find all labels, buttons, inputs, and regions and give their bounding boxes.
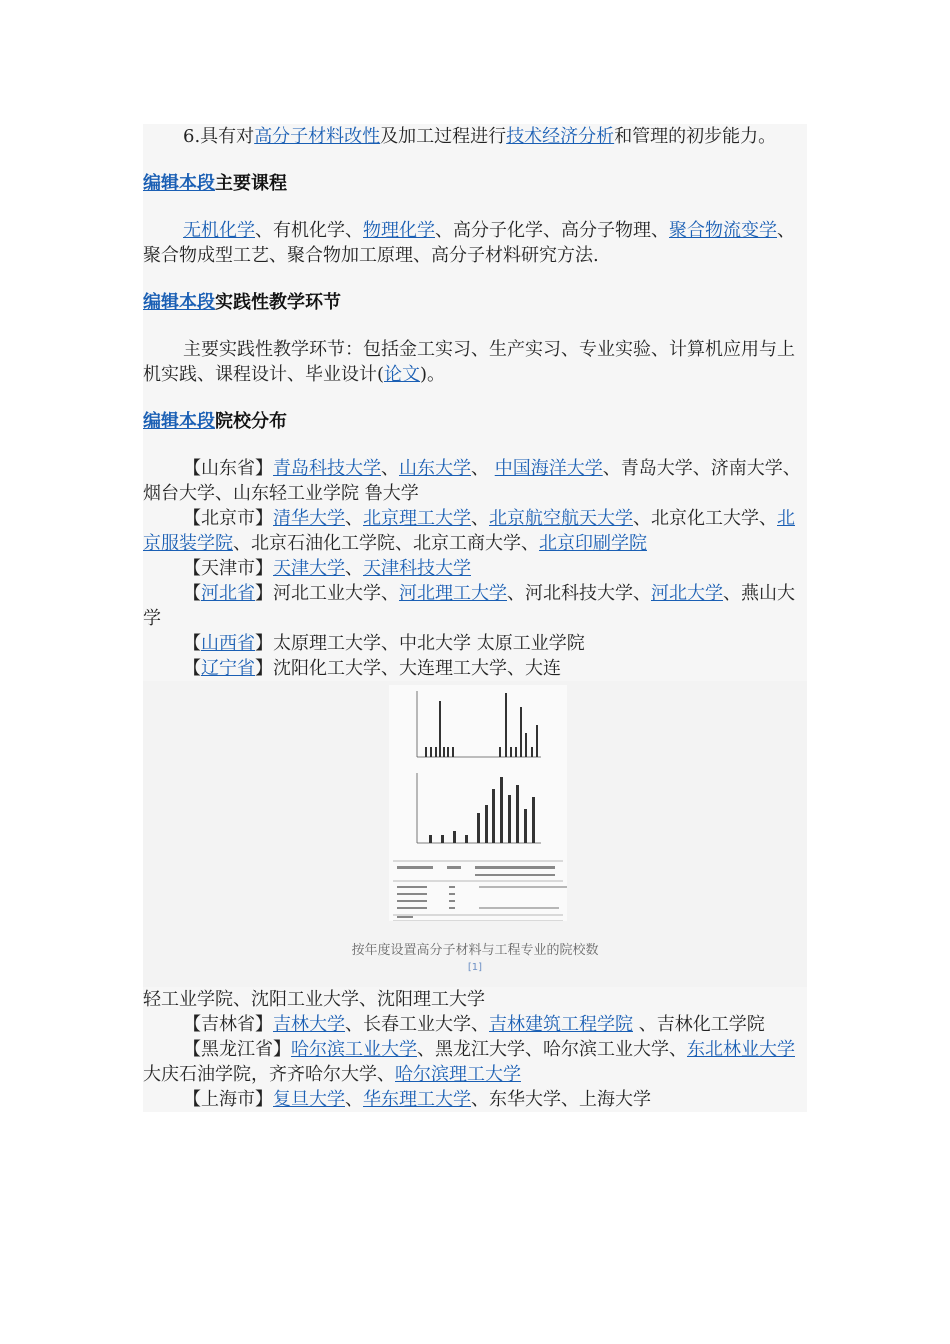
text: 、东华大学、上海大学 xyxy=(471,1089,651,1110)
schools-shandong xyxy=(143,456,807,506)
schools-tianjin xyxy=(143,556,807,581)
reference-link[interactable]: [1] xyxy=(467,962,483,973)
link-school[interactable]: 天津科技大学 xyxy=(363,558,471,579)
bar-charts-image xyxy=(389,685,567,921)
text: 太原理工大学、中北大学 太原工业学院 xyxy=(273,633,585,654)
bracket: 【 xyxy=(183,633,201,654)
figure-caption: 按年度设置高分子材料与工程专业的院校数 xyxy=(351,943,599,958)
link-school[interactable]: 青岛科技大学 xyxy=(273,458,381,479)
section-heading-courses xyxy=(143,171,807,196)
link-tech-econ-analysis[interactable]: 技术经济分析 xyxy=(506,126,615,147)
link-school[interactable]: 河北理工大学 xyxy=(399,583,507,604)
section-heading-schools xyxy=(143,409,807,434)
link-school[interactable]: 华东理工大学 xyxy=(363,1089,471,1110)
text: 、黑龙江大学、哈尔滨工业大学、 xyxy=(417,1039,687,1060)
text: 、北京化工大学、 xyxy=(633,508,777,529)
link-school[interactable]: 清华大学 xyxy=(273,508,345,529)
schools-jilin xyxy=(143,1012,807,1037)
practice-paragraph xyxy=(143,337,807,387)
text: 、 xyxy=(471,458,495,479)
text: 、 xyxy=(345,558,363,579)
schools-shanghai xyxy=(143,1087,807,1112)
text: 、高分子化学、高分子物理、 xyxy=(435,220,669,241)
text: 大庆石油学院，齐齐哈尔大学、 xyxy=(143,1064,395,1085)
link-province-liaoning[interactable]: 辽宁省 xyxy=(201,658,255,679)
link-school[interactable]: 北京理工大学 xyxy=(363,508,471,529)
text: 沈阳化工大学、大连理工大学、大连 xyxy=(273,658,561,679)
province-label: 【山东省】 xyxy=(183,458,273,479)
courses-paragraph xyxy=(143,218,807,268)
text: 、有机化学、 xyxy=(255,220,363,241)
figure-container xyxy=(143,681,807,987)
text: 、 xyxy=(345,508,363,529)
link-province-shanxi[interactable]: 山西省 xyxy=(201,633,255,654)
text: 、北京石油化工学院、北京工商大学、 xyxy=(233,533,539,554)
text: 、吉林化工学院 xyxy=(633,1014,765,1035)
article-content xyxy=(143,124,807,1112)
schools-hebei xyxy=(143,581,807,631)
text: 6.具有对 xyxy=(183,126,255,147)
edit-section-link[interactable]: 编辑本段 xyxy=(143,173,215,194)
link-school[interactable]: 河北大学 xyxy=(651,583,723,604)
link-school[interactable]: 东北林业大学 xyxy=(687,1039,795,1060)
schools-shanxi xyxy=(143,631,807,656)
text: 、长春工业大学、 xyxy=(345,1014,489,1035)
link-school[interactable]: 哈尔滨工业大学 xyxy=(291,1039,417,1060)
bracket: 】 xyxy=(255,633,273,654)
text: 主要实践性教学环节：包括金工实习、生产实习、专业实验、计算机应用与上机实践、课程设计、毕业设计( xyxy=(143,339,795,385)
link-thesis[interactable]: 论文 xyxy=(384,364,421,385)
text: 、青岛大学、济南大学、烟台大学、山东轻工业学院 鲁大学 xyxy=(143,458,801,504)
text: )。 xyxy=(420,364,446,385)
link-school[interactable]: 吉林建筑工程学院 xyxy=(489,1014,633,1035)
schools-beijing xyxy=(143,506,807,556)
text: 、聚合物成型工艺、聚合物加工原理、高分子材料研究方法. xyxy=(143,220,795,266)
section-title: 主要课程 xyxy=(215,173,287,194)
ability-paragraph xyxy=(143,124,807,149)
province-label: 【上海市】 xyxy=(183,1089,273,1110)
text: 、 xyxy=(381,458,399,479)
text: 河北工业大学、 xyxy=(273,583,399,604)
province-label: 【吉林省】 xyxy=(183,1014,273,1035)
section-title: 实践性教学环节 xyxy=(215,292,341,313)
province-label: 【北京市】 xyxy=(183,508,273,529)
text: 、燕山大学 xyxy=(143,583,795,629)
section-heading-practice xyxy=(143,290,807,315)
link-school[interactable]: 山东大学 xyxy=(399,458,471,479)
bracket: 【 xyxy=(183,583,201,604)
link-school[interactable]: 吉林大学 xyxy=(273,1014,345,1035)
link-physical-chemistry[interactable]: 物理化学 xyxy=(363,220,435,241)
link-school[interactable]: 天津大学 xyxy=(273,558,345,579)
bracket: 】 xyxy=(255,658,273,679)
section-title: 院校分布 xyxy=(215,411,287,432)
schools-liaoning-continued: 轻工业学院、沈阳工业大学、沈阳理工大学 xyxy=(143,989,485,1010)
link-school[interactable]: 哈尔滨理工大学 xyxy=(395,1064,521,1085)
text: 、 xyxy=(471,508,489,529)
link-school[interactable]: 中国海洋大学 xyxy=(494,458,603,479)
edit-section-link[interactable]: 编辑本段 xyxy=(143,292,215,313)
schools-heilongjiang xyxy=(143,1037,807,1087)
province-label: 【天津市】 xyxy=(183,558,273,579)
bracket: 】 xyxy=(255,583,273,604)
bracket: 【 xyxy=(183,658,201,679)
link-polymer-modification[interactable]: 高分子材料改性 xyxy=(254,126,381,147)
text: 、 xyxy=(345,1089,363,1110)
link-school[interactable]: 北京服装学院 xyxy=(143,508,795,554)
link-province-hebei[interactable]: 河北省 xyxy=(201,583,255,604)
link-inorganic-chemistry[interactable]: 无机化学 xyxy=(183,220,255,241)
link-school[interactable]: 北京印刷学院 xyxy=(539,533,647,554)
text: 和管理的初步能力。 xyxy=(614,126,777,147)
figure-image[interactable] xyxy=(389,685,567,921)
province-label: 【黑龙江省】 xyxy=(183,1039,291,1060)
schools-liaoning xyxy=(143,656,807,681)
edit-section-link[interactable]: 编辑本段 xyxy=(143,411,215,432)
link-school[interactable]: 北京航空航天大学 xyxy=(489,508,633,529)
link-polymer-rheology[interactable]: 聚合物流变学 xyxy=(669,220,777,241)
text: 、河北科技大学、 xyxy=(507,583,651,604)
link-school[interactable]: 复旦大学 xyxy=(273,1089,345,1110)
text: 及加工过程进行 xyxy=(380,126,507,147)
